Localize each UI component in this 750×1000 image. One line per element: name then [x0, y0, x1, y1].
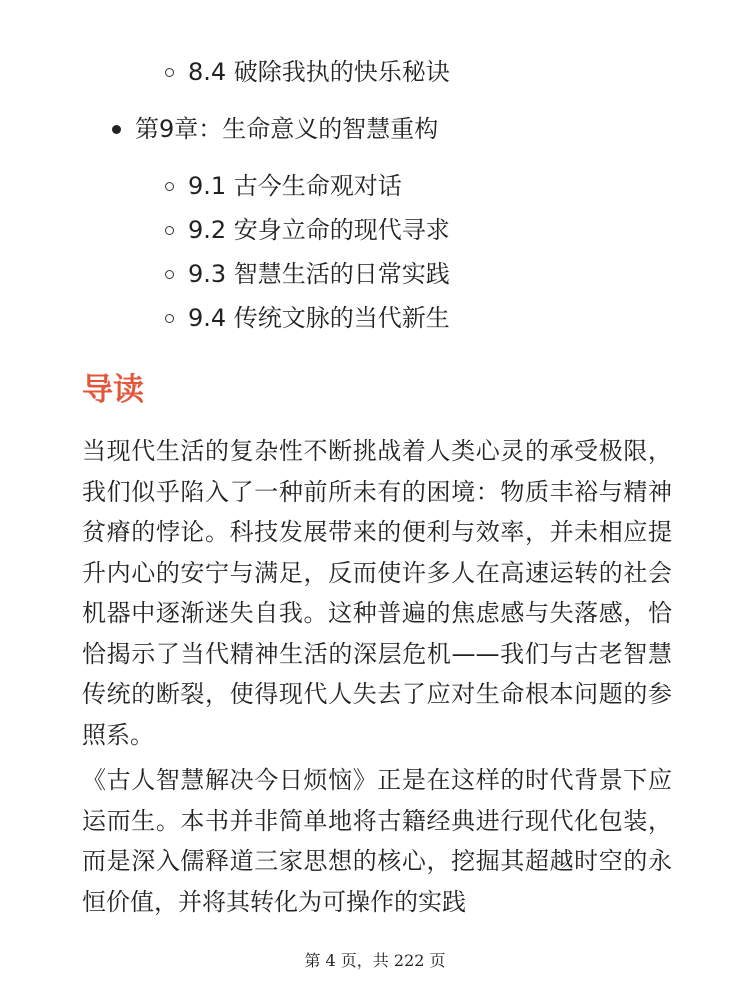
circle-bullet-icon: [165, 314, 174, 323]
circle-bullet-icon: [165, 270, 174, 279]
toc-chapter-label: 第9章：生命意义的智慧重构: [135, 115, 439, 143]
disc-bullet-icon: [112, 125, 121, 134]
toc-item-9-4[interactable]: [165, 302, 450, 334]
section-heading: 导读: [82, 372, 144, 408]
toc-item-label: 9.4 传统文脉的当代新生: [188, 304, 450, 332]
toc-item-9-3[interactable]: [165, 258, 450, 290]
page-number: 第 4 页，共 222 页: [304, 951, 446, 970]
circle-bullet-icon: [165, 182, 174, 191]
intro-paragraph-1: 当现代生活的复杂性不断挑战着人类心灵的承受极限，我们似乎陷入了一种前所未有的困境：物质丰裕与精神贫瘠的悖论。科技发展带来的便利与效率，并未相应提升内心的安宁与满足，反而使许多人在高速运转的社会机器中逐渐迷失自我。这种普遍的焦虑感与失落感，恰恰揭示了当代精神生活的深层危机——我们与古老智慧传统的断裂，使得现代人失去了应对生命根本问题的参照系。: [82, 437, 672, 749]
circle-bullet-icon: [165, 226, 174, 235]
toc-chapter-9[interactable]: [112, 113, 438, 145]
toc-item-9-1[interactable]: [165, 170, 402, 202]
toc-item-label: 9.1 古今生命观对话: [188, 172, 402, 200]
toc-item-9-2[interactable]: [165, 214, 450, 246]
toc-item-label: 9.3 智慧生活的日常实践: [188, 260, 450, 288]
toc-item-8-4[interactable]: [165, 56, 450, 88]
toc-item-label: 8.4 破除我执的快乐秘诀: [188, 58, 450, 86]
intro-paragraph-2: 《古人智慧解决今日烦恼》正是在这样的时代背景下应运而生。本书并非简单地将古籍经典进行现代化包装，而是深入儒释道三家思想的核心，挖掘其超越时空的永恒价值，并将其转化为可操作的实践: [82, 766, 672, 916]
circle-bullet-icon: [165, 68, 174, 77]
toc-item-label: 9.2 安身立命的现代寻求: [188, 216, 450, 244]
